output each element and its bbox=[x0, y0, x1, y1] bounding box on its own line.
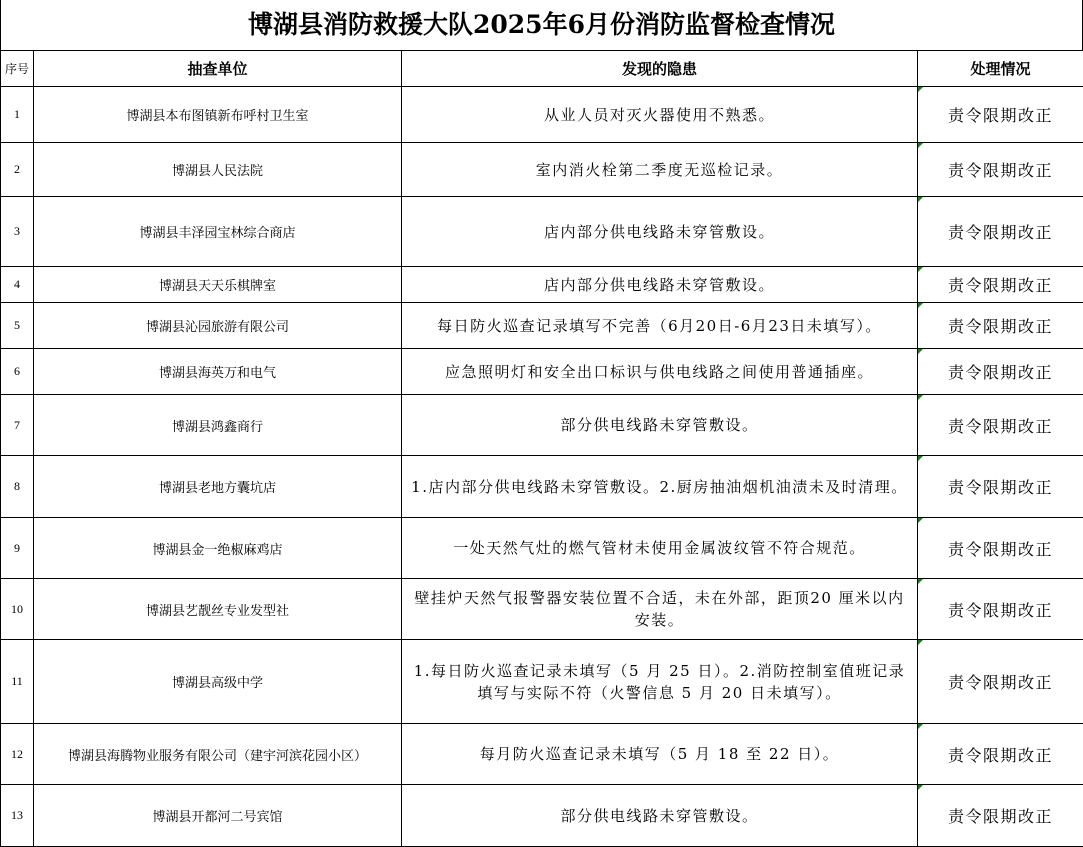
row-issue: 店内部分供电线路未穿管敷设。 bbox=[402, 197, 918, 267]
table-row bbox=[1, 197, 1083, 267]
row-issue: 一处天然气灶的燃气管材未使用金属波纹管不符合规范。 bbox=[402, 518, 918, 579]
header-row bbox=[1, 51, 1083, 87]
page-title: 博湖县消防救援大队2025年6月份消防监督检查情况 bbox=[0, 0, 1083, 50]
header-no: 序号 bbox=[1, 51, 34, 87]
inspection-table bbox=[0, 50, 1083, 847]
row-unit: 博湖县海腾物业服务有限公司（建宇河滨花园小区） bbox=[34, 724, 402, 785]
row-number: 3 bbox=[1, 197, 34, 267]
row-action: 责令限期改正 bbox=[918, 143, 1083, 197]
table-row bbox=[1, 785, 1083, 847]
row-action: 责令限期改正 bbox=[918, 579, 1083, 640]
table-row bbox=[1, 724, 1083, 785]
row-issue: 每月防火巡查记录未填写（5 月 18 至 22 日）。 bbox=[402, 724, 918, 785]
row-issue: 店内部分供电线路未穿管敷设。 bbox=[402, 267, 918, 303]
row-issue: 壁挂炉天然气报警器安装位置不合适，未在外部，距顶20 厘米以内安装。 bbox=[402, 579, 918, 640]
table-row bbox=[1, 143, 1083, 197]
row-action: 责令限期改正 bbox=[918, 349, 1083, 395]
row-unit: 博湖县开都河二号宾馆 bbox=[34, 785, 402, 847]
row-unit: 博湖县本布图镇新布呼村卫生室 bbox=[34, 87, 402, 143]
row-number: 8 bbox=[1, 456, 34, 518]
table-body bbox=[1, 87, 1083, 847]
row-action: 责令限期改正 bbox=[918, 456, 1083, 518]
row-issue: 从业人员对灭火器使用不熟悉。 bbox=[402, 87, 918, 143]
row-issue: 应急照明灯和安全出口标识与供电线路之间使用普通插座。 bbox=[402, 349, 918, 395]
table-row bbox=[1, 267, 1083, 303]
row-number: 11 bbox=[1, 640, 34, 724]
row-issue: 1.每日防火巡查记录未填写（5 月 25 日）。2.消防控制室值班记录填写与实际不符（火警信息 5 月 20 日未填写）。 bbox=[402, 640, 918, 724]
row-action: 责令限期改正 bbox=[918, 785, 1083, 847]
row-unit: 博湖县丰泽园宝林综合商店 bbox=[34, 197, 402, 267]
row-number: 5 bbox=[1, 303, 34, 349]
table-row bbox=[1, 579, 1083, 640]
table-row bbox=[1, 87, 1083, 143]
row-unit: 博湖县海英万和电气 bbox=[34, 349, 402, 395]
row-action: 责令限期改正 bbox=[918, 724, 1083, 785]
row-issue: 部分供电线路未穿管敷设。 bbox=[402, 785, 918, 847]
row-unit: 博湖县人民法院 bbox=[34, 143, 402, 197]
header-action: 处理情况 bbox=[918, 51, 1083, 87]
row-number: 1 bbox=[1, 87, 34, 143]
table-row bbox=[1, 518, 1083, 579]
row-unit: 博湖县沁园旅游有限公司 bbox=[34, 303, 402, 349]
row-number: 2 bbox=[1, 143, 34, 197]
row-unit: 博湖县天天乐棋牌室 bbox=[34, 267, 402, 303]
row-number: 13 bbox=[1, 785, 34, 847]
row-number: 6 bbox=[1, 349, 34, 395]
row-unit: 博湖县高级中学 bbox=[34, 640, 402, 724]
row-number: 9 bbox=[1, 518, 34, 579]
table-row bbox=[1, 456, 1083, 518]
table-row bbox=[1, 349, 1083, 395]
row-action: 责令限期改正 bbox=[918, 267, 1083, 303]
row-action: 责令限期改正 bbox=[918, 395, 1083, 456]
row-unit: 博湖县老地方囊坑店 bbox=[34, 456, 402, 518]
row-issue: 1.店内部分供电线路未穿管敷设。2.厨房抽油烟机油渍未及时清理。 bbox=[402, 456, 918, 518]
row-number: 7 bbox=[1, 395, 34, 456]
row-number: 12 bbox=[1, 724, 34, 785]
row-unit: 博湖县鸿鑫商行 bbox=[34, 395, 402, 456]
row-action: 责令限期改正 bbox=[918, 303, 1083, 349]
row-action: 责令限期改正 bbox=[918, 197, 1083, 267]
row-issue: 室内消火栓第二季度无巡检记录。 bbox=[402, 143, 918, 197]
header-issue: 发现的隐患 bbox=[402, 51, 918, 87]
table-row bbox=[1, 640, 1083, 724]
table-row bbox=[1, 395, 1083, 456]
row-action: 责令限期改正 bbox=[918, 518, 1083, 579]
row-number: 4 bbox=[1, 267, 34, 303]
table-row bbox=[1, 303, 1083, 349]
row-action: 责令限期改正 bbox=[918, 640, 1083, 724]
row-number: 10 bbox=[1, 579, 34, 640]
row-unit: 博湖县金一绝椒麻鸡店 bbox=[34, 518, 402, 579]
row-issue: 每日防火巡查记录填写不完善（6月20日-6月23日未填写）。 bbox=[402, 303, 918, 349]
header-unit: 抽查单位 bbox=[34, 51, 402, 87]
row-action: 责令限期改正 bbox=[918, 87, 1083, 143]
row-unit: 博湖县艺靓丝专业发型社 bbox=[34, 579, 402, 640]
row-issue: 部分供电线路未穿管敷设。 bbox=[402, 395, 918, 456]
